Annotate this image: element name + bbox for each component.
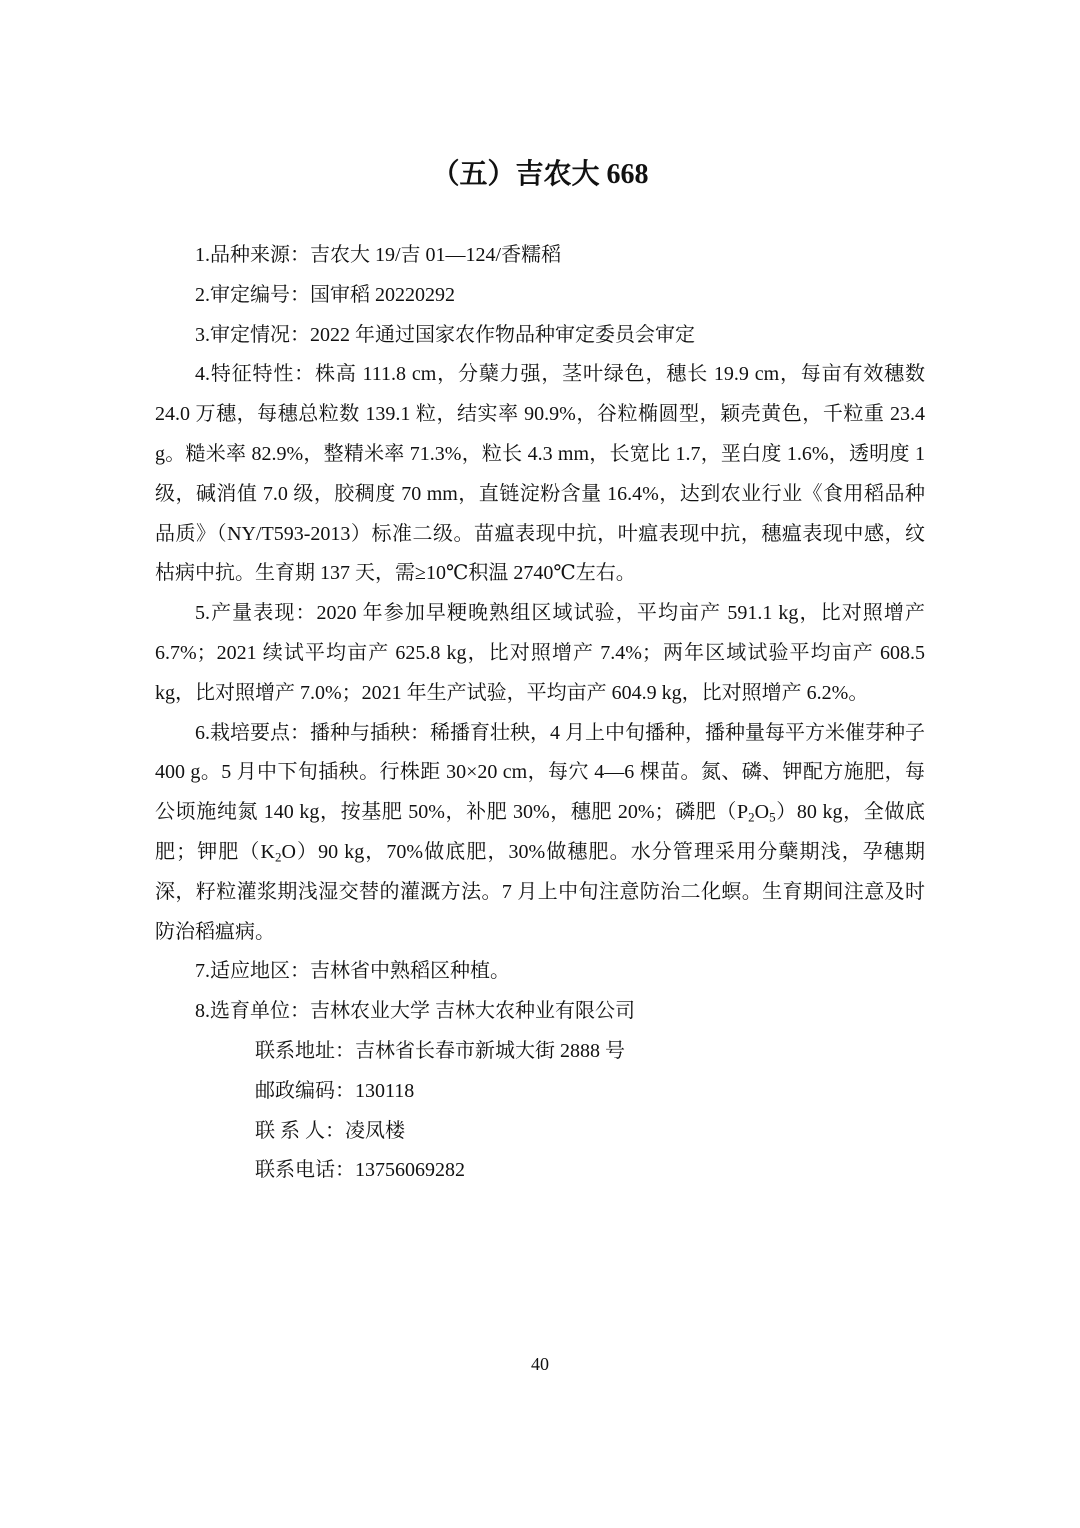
- contact-block: [155, 1032, 925, 1191]
- section-approval-status: 3.审定情况：2022 年通过国家农作物品种审定委员会审定: [195, 323, 695, 346]
- section-approval-number: 2.审定编号：国审稻 20220292: [195, 283, 455, 306]
- section-yield-performance: 5.产量表现：2020 年参加早粳晚熟组区域试验，平均亩产 591.1 kg，比对照增产 6.7%；2021 续试平均亩产 625.8 kg，比对照增产 7.4%；两年区域试验平均亩产 608.5 kg，比对照增产 7.0%；2021 年生产试验，平均亩产 604.9 kg，比对照增产 6.2%。: [155, 602, 925, 704]
- cultivation-text-part: O）90 kg，70%做底肥，30%做穗肥。水分管理采用分蘖期浅，孕穗期深，籽粒灌浆期浅湿交替的灌溉方法。7 月上中旬注意防治二化螟。生育期间注意及时防治稻瘟病。: [155, 840, 926, 943]
- cultivation-text-part: O: [754, 801, 770, 824]
- section-cultivation-points: [155, 714, 925, 953]
- page-number: 40: [531, 1354, 549, 1374]
- document-title: （五）吉农大 668: [431, 159, 649, 190]
- subscript: 5: [769, 809, 776, 825]
- section-suitable-region: 7.适应地区：吉林省中熟稻区种植。: [195, 960, 510, 983]
- contact-address: 联系地址：吉林省长春市新城大街 2888 号: [255, 1039, 625, 1062]
- section-variety-source: 1.品种来源：吉农大 19/吉 01—124/香糯稻: [195, 244, 562, 266]
- subscript: 2: [748, 809, 755, 825]
- cultivation-text-part: 6.栽培要点：播种与插秧：稀播育壮秧，4 月上中旬播种，播种量每平方米催芽种子 400 g。5 月中下旬插秧。行株距 30×20 cm，每穴 4—6 棵苗。氮、磷、钾配方施肥，每公顷施纯氮 140 kg，按基肥 50%，补肥 30%，穗肥 20%；磷肥（P: [155, 721, 925, 824]
- contact-person: 联 系 人：凌凤楼: [255, 1119, 405, 1142]
- contact-postcode: 邮政编码：130118: [255, 1079, 415, 1102]
- section-characteristics: 4.特征特性：株高 111.8 cm，分蘖力强，茎叶绿色，穗长 19.9 cm，每亩有效穗数 24.0 万穗，每穗总粒数 139.1 粒，结实率 90.9%，谷粒椭圆型，颖壳黄色，千粒重 23.4 g。糙米率 82.9%，整精米率 71.3%，粒长 4.3 mm，长宽比 1.7，垩白度 1.6%，透明度 1 级，碱消值 7.0 级，胶稠度 70 mm，直链淀粉含量 16.4%，达到农业行业《食用稻品种品质》（NY/T593-2013）标准二级。苗瘟表现中抗，叶瘟表现中抗，穗瘟表现中感，纹枯病中抗。生育期 137 天，需≥10℃积温 2740℃左右。: [155, 363, 925, 585]
- cultivation-text-part: ）80 kg，全做底肥；钾肥（K: [155, 801, 926, 863]
- contact-phone: 联系电话：13756069282: [255, 1159, 465, 1182]
- subscript: 2: [274, 849, 282, 865]
- document-body: [155, 236, 925, 1191]
- section-breeding-unit: 8.选育单位：吉林农业大学 吉林大农种业有限公司: [195, 1000, 635, 1023]
